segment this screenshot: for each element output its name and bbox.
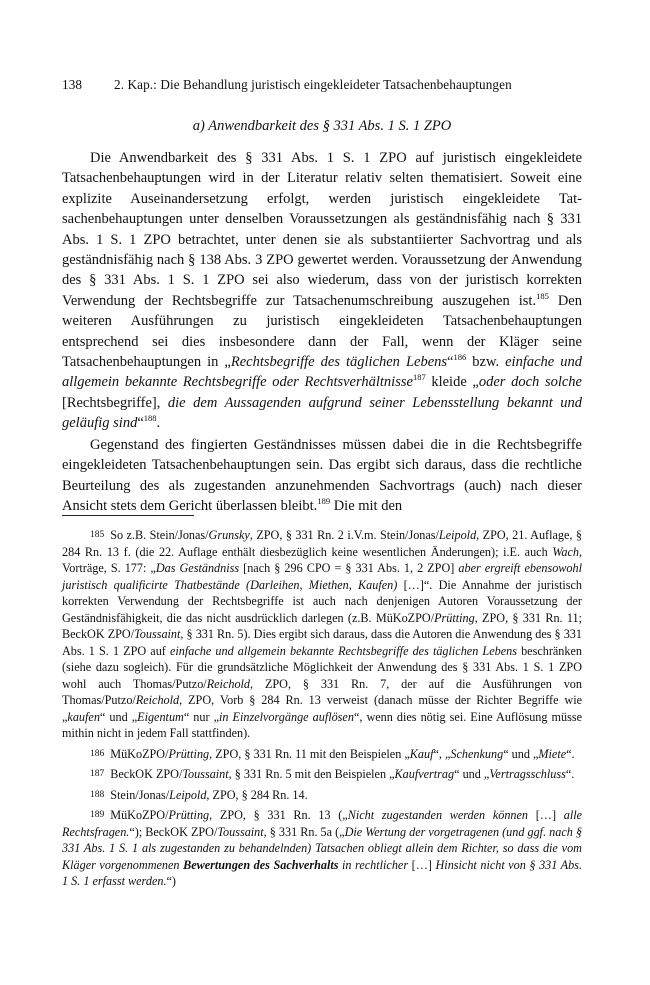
footnote-number: 187	[90, 769, 105, 779]
quote-span: Das Geständniss	[155, 561, 240, 575]
text-span: , § 331 Rn. 5). Dies ergibt sich daraus, dass die Autoren die Anwendung des § 331 Abs. 1 S. 1 ZPO auf	[62, 627, 582, 658]
text-span: “	[137, 415, 144, 432]
text-span: , ZPO, § 331 Rn. 11; BeckOK ZPO/	[62, 610, 582, 641]
text-span: “.	[565, 767, 575, 781]
page-number: 138	[62, 77, 83, 92]
author-name: Toussaint	[182, 767, 229, 781]
text-span: So z.B. Stein/Jonas/	[110, 528, 209, 542]
footnote-186	[62, 746, 582, 763]
text-span: , ZPO, § 284 Rn. 14.	[206, 787, 308, 802]
text-span: Den weiteren Ausführungen zu juristisch eingekleideten Tatsachenbehauptungen entsprechend sei dies insbesondere dann der Fall, wenn der Kläger seine Tatsachenbehauptungen in „	[62, 292, 582, 371]
text-span: BeckOK ZPO/	[110, 767, 183, 781]
quote-span: Vertragsschluss	[489, 767, 566, 781]
footnote-ref-187: 187	[412, 372, 426, 383]
text-span: , ZPO, § 331 Rn. 13 („	[209, 808, 348, 822]
author-name: Leipold	[438, 528, 477, 542]
quote-span: Eigentum	[137, 709, 184, 724]
quote-span: oder doch solche	[478, 374, 582, 391]
author-name: Prütting	[168, 808, 210, 822]
text-span: .	[156, 415, 161, 432]
text-span: beschränken (siehe dazu sogleich). Für die grundsätzliche Möglichkeit der Anwendung des § 331 Abs. 1 S. 1 ZPO wohl auch Thomas/Putzo/	[62, 643, 582, 691]
quote-span: Miete	[538, 746, 567, 761]
chapter-title: 2. Kap.: Die Behandlung juristisch eingekleideter Tatsachenbehauptungen	[114, 77, 512, 92]
text-span: , ZPO, § 331 Rn. 7, der auf die Ausführungen von Thomas/Putzo/	[62, 676, 582, 707]
text-span: Gegenstand des fingierten Geständnisses müssen dabei die in die Rechtsbegriffe eingekleideten Tatsachenbehauptungen sein. Das ergibt sich daraus, dass die rechtliche Beurteilung des als zugestanden anzunehmenden Sachvortrags (auch) nach dieser Ansicht stets dem Gericht überlassen bleibt.	[62, 436, 582, 514]
quote-span: Hinsicht nicht von § 331 Abs. 1 S. 1 erfasst werden.	[62, 857, 583, 888]
footnote-separator	[62, 515, 194, 516]
text-span: […]	[408, 857, 436, 872]
footnote-number: 185	[90, 530, 105, 540]
text-span: “); BeckOK ZPO/	[129, 824, 218, 839]
text-span: [Rechtsbegriffe],	[62, 394, 168, 411]
footnote-189	[62, 807, 582, 890]
quote-span: Schenkung	[450, 746, 504, 761]
text-span: kleide „	[425, 374, 479, 391]
author-name: Prütting	[168, 746, 210, 761]
footnotes	[62, 527, 582, 894]
footnote-185	[62, 527, 582, 742]
author-name: Wach	[552, 544, 579, 559]
footnote-number: 186	[90, 748, 105, 759]
paragraph-2	[62, 435, 582, 517]
text-span: “ und „	[99, 709, 138, 724]
quote-span: Die Wertung der vorgetragenen (und ggf. nach § 331 Abs. 1 S. 1 als zugestanden zu behandelnden) Tatsachen obliegt allein dem Richter, so dass die vom Kläger vorgenommenen	[62, 824, 582, 872]
footnote-ref-186: 186	[453, 352, 467, 363]
text-span: “ und „	[454, 767, 490, 781]
quote-span: in Einzelvorgänge auflösen	[219, 709, 354, 724]
text-span: , § 331 Rn. 5a („	[263, 824, 345, 839]
quote-span: Kaufvertrag	[394, 767, 455, 781]
author-name: Reichold	[135, 693, 180, 707]
author-name: Toussaint	[217, 824, 264, 839]
text-span: [nach § 296 CPO = § 331 Abs. 1, 2 ZPO]	[239, 561, 459, 575]
footnote-ref-189: 189	[317, 495, 331, 506]
text-span: “ und „	[503, 746, 539, 761]
text-span: “, wenn dies nötig sei. Eine Auflösung müsse mithin nicht in jedem Fall stattfinden).	[62, 709, 582, 740]
author-name: Reichold	[206, 676, 251, 691]
text-span: […]“. Die Annahme der juristisch korrekten Verwendung der Rechtsbegriffe ist auch nach denjenigen Autoren Voraussetzung der Geständnisfähigkeit, die das nicht ausdrücklich darlegen (z.B. MüKoZPO/	[62, 577, 582, 625]
text-span: , ZPO, 21. Auflage, § 284 Rn. 13 f. (die 22. Auflage enthält diesbezüglich keine wesentlichen Änderungen); i.E. auch	[62, 528, 582, 559]
text-span: , ZPO, § 331 Rn. 2 i.V.m. Stein/Jonas/	[249, 528, 439, 542]
footnote-number: 189	[90, 810, 105, 820]
quote-span: einfache und allgemein bekannte Rechtsbegriffe oder Rechtsverhältnisse	[62, 354, 583, 391]
text-span: MüKoZPO/	[110, 746, 169, 761]
text-span: MüKoZPO/	[110, 808, 169, 822]
text-span: “)	[166, 874, 176, 888]
text-span: Stein/Jonas/	[110, 787, 170, 802]
quote-span: die dem Aussagenden aufgrund seiner Lebensstellung bekannt und geläufig sind	[62, 394, 582, 432]
author-name: Toussaint	[134, 627, 181, 641]
text-span: , Vorträge, S. 177: „	[62, 544, 582, 575]
quote-span: Kauf	[409, 746, 434, 761]
section-title: a) Anwendbarkeit des § 331 Abs. 1 S. 1 ZPO	[192, 118, 452, 134]
text-span: “	[447, 354, 454, 371]
footnote-ref-188: 188	[143, 413, 157, 424]
footnote-188	[62, 787, 582, 804]
footnote-number: 188	[90, 789, 105, 800]
quote-span: Nicht zugestanden werden können	[347, 808, 529, 822]
author-name: Leipold	[169, 787, 207, 802]
quote-span: aber ergreift ebensowohl juristisch qualificirte Thatbestände (Darleihen, Miethen, Kaufen)	[62, 561, 582, 592]
running-head	[62, 77, 582, 93]
text-span: , ZPO, Vorb § 284 Rn. 13 verweist (danach müsse der Richter Begriffe wie „	[62, 693, 582, 724]
quote-span: alle Rechtsfragen.	[62, 808, 582, 839]
author-name: Grunsky	[208, 528, 250, 542]
author-name: Prütting	[434, 610, 475, 625]
footnote-187	[62, 766, 582, 783]
quote-span: einfache und allgemein bekannte Rechtsbegriffe des täglichen Lebens	[170, 643, 517, 658]
body-text	[62, 148, 582, 516]
text-span: “ nur „	[183, 709, 220, 724]
text-span: […]	[528, 808, 564, 822]
quote-span: Rechtsbegriffe des täglichen Lebens	[230, 354, 448, 371]
emphasis-span: Bewertungen des Sachverhalts	[183, 857, 339, 872]
text-span: “.	[566, 746, 575, 761]
text-span: , § 331 Rn. 5 mit den Beispielen „	[228, 767, 395, 781]
paragraph-1	[62, 148, 582, 434]
text-span: Die mit den	[330, 497, 403, 514]
quote-span: kaufen	[67, 709, 100, 724]
text-span: , ZPO, § 331 Rn. 11 mit den Beispielen „	[209, 746, 410, 761]
footnote-ref-185: 185	[536, 290, 549, 301]
text-span: bzw.	[466, 354, 506, 371]
quote-span: in rechtlicher	[338, 857, 409, 872]
text-span: Die Anwendbarkeit des § 331 Abs. 1 S. 1 ZPO auf juristisch eingekleidete Tatsachenbehauptungen wird in der Literatur relativ selten thematisiert. Soweit eine explizite Auseinandersetzung erfolgt, werden juristisch eingekleidete Tatsachenbehauptungen unter denselben Voraussetzungen als geständnisfähig nach § 331 Abs. 1 S. 1 ZPO betrachtet, unter denen sie als substantiierter Sachvortrag und als geständnisfähig nach § 138 Abs. 3 ZPO gewertet werden. Voraussetzung der Anwendung des § 331 Abs. 1 S. 1 ZPO sei also wiederum, dass von der juristisch korrekten Verwendung der Rechtsbegriffe zur Tatsachenumschreibung auszugehen ist.	[62, 150, 582, 309]
text-span: “, „	[433, 746, 451, 761]
